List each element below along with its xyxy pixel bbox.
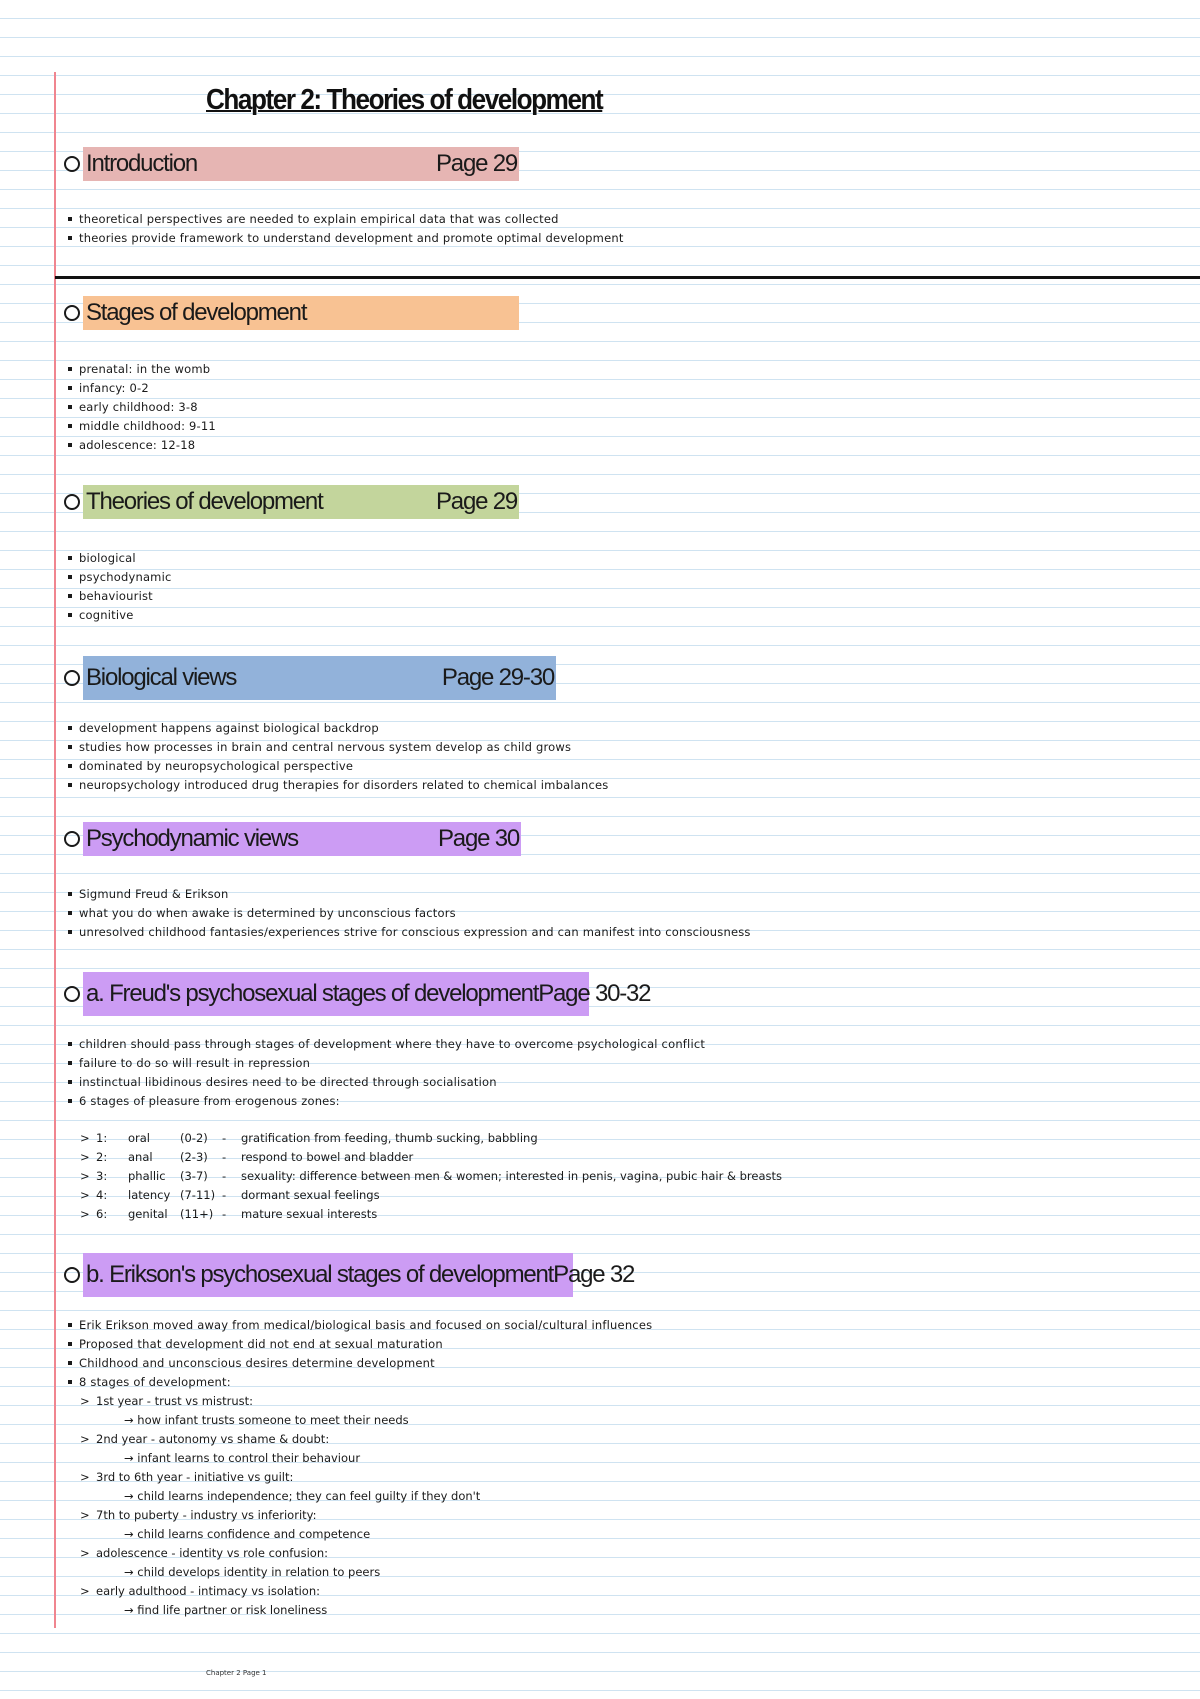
square-bullet-icon — [68, 424, 72, 428]
square-bullet-icon — [68, 386, 72, 390]
square-bullet-icon — [68, 745, 72, 749]
list-item: > early adulthood - intimacy vs isolation: — [80, 1584, 321, 1598]
square-bullet-icon — [68, 594, 72, 598]
freud-notes — [66, 1035, 705, 1111]
list-item: unresolved childhood fantasies/experiences strive for conscious expression and can manifest into consciousness — [66, 923, 751, 942]
list-item: 6 stages of pleasure from erogenous zones: — [66, 1092, 705, 1111]
list-item: > 1st year - trust vs mistrust: — [80, 1394, 254, 1408]
list-item: > 3rd to 6th year - initiative vs guilt: — [80, 1470, 294, 1484]
square-bullet-icon — [68, 556, 72, 560]
section-heading: Stages of development — [86, 299, 307, 326]
list-item: failure to do so will result in repression — [66, 1054, 705, 1073]
section-erikson — [64, 1253, 635, 1297]
square-bullet-icon — [68, 764, 72, 768]
circle-bullet-icon — [64, 305, 80, 321]
page-reference: Page 29 — [435, 488, 517, 515]
freud-stage-list — [80, 1129, 782, 1224]
page-reference: Page 29-30 — [441, 664, 554, 691]
section-divider — [55, 276, 1200, 279]
section-heading: Psychodynamic views — [86, 825, 298, 852]
list-item: behaviourist — [66, 587, 172, 606]
list-item: > 7th to puberty - industry vs inferiority: — [80, 1508, 317, 1522]
section-psychodynamic — [64, 822, 521, 856]
circle-bullet-icon — [64, 831, 80, 847]
page-title: Chapter 2: Theories of development — [206, 84, 603, 116]
list-item: Sigmund Freud & Erikson — [66, 885, 751, 904]
square-bullet-icon — [68, 217, 72, 221]
circle-bullet-icon — [64, 494, 80, 510]
list-item: Erik Erikson moved away from medical/biological basis and focused on social/cultural influences — [66, 1316, 652, 1335]
list-item-detail: → find life partner or risk loneliness — [124, 1603, 328, 1617]
section-stages — [64, 296, 519, 330]
list-item: > 3: phallic (3-7) - sexuality: difference between men & women; interested in penis, vagina, pubic hair & breasts — [80, 1169, 782, 1183]
list-item: > adolescence - identity vs role confusion: — [80, 1546, 328, 1560]
section-freud — [64, 972, 651, 1016]
section-heading-band — [83, 1253, 635, 1297]
square-bullet-icon — [68, 911, 72, 915]
psychodynamic-notes — [66, 885, 751, 942]
section-heading-band — [83, 147, 519, 181]
list-item: theoretical perspectives are needed to explain empirical data that was collected — [66, 210, 624, 229]
list-item: development happens against biological backdrop — [66, 719, 608, 738]
list-item: dominated by neuropsychological perspective — [66, 757, 608, 776]
list-item-detail: → child develops identity in relation to peers — [124, 1565, 381, 1579]
introduction-notes — [66, 210, 624, 248]
square-bullet-icon — [68, 1099, 72, 1103]
biological-notes — [66, 719, 608, 795]
list-item: neuropsychology introduced drug therapies for disorders related to chemical imbalances — [66, 776, 608, 795]
page-reference: Page 29 — [435, 150, 517, 177]
square-bullet-icon — [68, 443, 72, 447]
square-bullet-icon — [68, 1323, 72, 1327]
list-item: > 2: anal (2-3) - respond to bowel and bladder — [80, 1150, 414, 1164]
square-bullet-icon — [68, 1042, 72, 1046]
arrow-right-icon: → — [124, 1527, 134, 1541]
page-reference: Page 30 — [437, 825, 519, 852]
margin-line — [54, 72, 56, 1628]
square-bullet-icon — [68, 783, 72, 787]
erikson-stage-list — [80, 1392, 480, 1620]
list-item: > 6: genital (11+) - mature sexual interests — [80, 1207, 378, 1221]
arrow-right-icon: → — [124, 1413, 134, 1427]
square-bullet-icon — [68, 1380, 72, 1384]
list-item: Proposed that development did not end at sexual maturation — [66, 1335, 652, 1354]
list-item: Childhood and unconscious desires determine development — [66, 1354, 652, 1373]
list-item: cognitive — [66, 606, 172, 625]
list-item: > 1: oral (0-2) - gratification from feeding, thumb sucking, babbling — [80, 1131, 538, 1145]
page-reference: Page 32 — [553, 1261, 635, 1288]
list-item: adolescence: 12-18 — [66, 436, 216, 455]
square-bullet-icon — [68, 1342, 72, 1346]
section-heading-band — [83, 822, 521, 856]
list-item: theories provide framework to understand development and promote optimal development — [66, 229, 624, 248]
list-item-detail: → child learns confidence and competence — [124, 1527, 371, 1541]
section-biological — [64, 656, 556, 700]
square-bullet-icon — [68, 236, 72, 240]
section-heading: a. Freud's psychosexual stages of development — [86, 980, 539, 1007]
list-item: biological — [66, 549, 172, 568]
list-item: infancy: 0-2 — [66, 379, 216, 398]
list-item: > 4: latency (7-11) - dormant sexual feelings — [80, 1188, 380, 1202]
square-bullet-icon — [68, 892, 72, 896]
section-introduction — [64, 147, 519, 181]
circle-bullet-icon — [64, 670, 80, 686]
square-bullet-icon — [68, 1061, 72, 1065]
section-heading-band — [83, 296, 519, 330]
list-item: 8 stages of development: — [66, 1373, 652, 1392]
square-bullet-icon — [68, 1080, 72, 1084]
list-item-detail: → how infant trusts someone to meet their needs — [124, 1413, 409, 1427]
arrow-right-icon: → — [124, 1489, 134, 1503]
section-heading: Introduction — [86, 150, 198, 177]
section-theories — [64, 485, 519, 519]
erikson-notes — [66, 1316, 652, 1392]
circle-bullet-icon — [64, 1267, 80, 1283]
section-heading: Theories of development — [86, 488, 323, 515]
arrow-right-icon: → — [124, 1603, 134, 1617]
arrow-right-icon: → — [124, 1451, 134, 1465]
square-bullet-icon — [68, 405, 72, 409]
square-bullet-icon — [68, 367, 72, 371]
section-heading: Biological views — [86, 664, 237, 691]
square-bullet-icon — [68, 575, 72, 579]
list-item: prenatal: in the womb — [66, 360, 216, 379]
square-bullet-icon — [68, 1361, 72, 1365]
list-item-detail: → infant learns to control their behaviour — [124, 1451, 361, 1465]
list-item: instinctual libidinous desires need to be directed through socialisation — [66, 1073, 705, 1092]
section-heading: b. Erikson's psychosexual stages of development — [86, 1261, 554, 1288]
page-reference: Page 30-32 — [538, 980, 651, 1007]
list-item: what you do when awake is determined by unconscious factors — [66, 904, 751, 923]
section-heading-band — [83, 485, 519, 519]
theories-notes — [66, 549, 172, 625]
section-heading-band — [83, 656, 556, 700]
circle-bullet-icon — [64, 156, 80, 172]
list-item: > 2nd year - autonomy vs shame & doubt: — [80, 1432, 330, 1446]
square-bullet-icon — [68, 930, 72, 934]
list-item-detail: → child learns independence; they can feel guilty if they don't — [124, 1489, 481, 1503]
list-item: studies how processes in brain and central nervous system develop as child grows — [66, 738, 608, 757]
circle-bullet-icon — [64, 986, 80, 1002]
list-item: middle childhood: 9-11 — [66, 417, 216, 436]
list-item: children should pass through stages of development where they have to overcome psychological conflict — [66, 1035, 705, 1054]
list-item: psychodynamic — [66, 568, 172, 587]
square-bullet-icon — [68, 613, 72, 617]
stages-notes — [66, 360, 216, 455]
list-item: early childhood: 3-8 — [66, 398, 216, 417]
section-heading-band — [83, 972, 651, 1016]
arrow-right-icon: → — [124, 1565, 134, 1579]
square-bullet-icon — [68, 726, 72, 730]
page-footer: Chapter 2 Page 1 — [206, 1669, 267, 1677]
